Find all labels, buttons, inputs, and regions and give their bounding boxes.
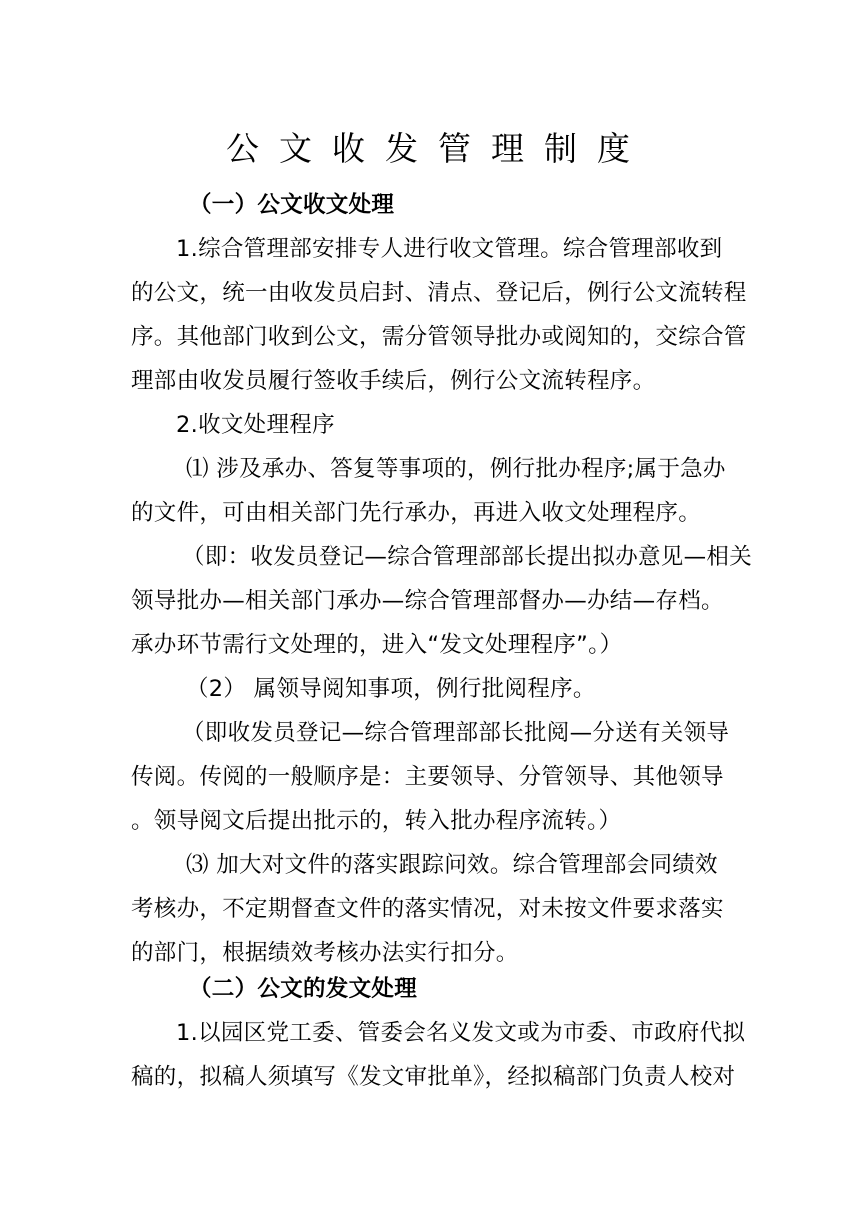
paragraph-line: 传阅。传阅的一般顺序是：主要领导、分管领导、其他领导 xyxy=(131,764,724,790)
paragraph-line: ⑴ 涉及承办、答复等事项的，例行批办程序;属于急办 xyxy=(186,456,726,482)
paragraph-line: 1.以园区党工委、管委会名义发文或为市委、市政府代拟 xyxy=(176,1020,746,1046)
paragraph-line: 考核办，不定期督查文件的落实情况，对未按文件要求落实 xyxy=(131,896,724,922)
paragraph-line: 理部由收发员履行签收手续后，例行公文流转程序。 xyxy=(131,368,656,394)
paragraph-line: 1.综合管理部安排专人进行收文管理。综合管理部收到 xyxy=(176,236,723,262)
paragraph-line: （即收发员登记—综合管理部部长批阅—分送有关领导 xyxy=(182,720,730,746)
paragraph-line: 序。其他部门收到公文，需分管领导批办或阅知的，交综合管 xyxy=(131,324,747,350)
paragraph-line: ⑶ 加大对文件的落实跟踪问效。综合管理部会同绩效 xyxy=(186,852,718,878)
paragraph-line: 的公文，统一由收发员启封、清点、登记后，例行公文流转程 xyxy=(131,280,747,306)
paragraph-line: 的部门，根据绩效考核办法实行扣分。 xyxy=(131,940,519,966)
paragraph-line: 承办环节需行文处理的，进入“发文处理程序”。） xyxy=(131,632,623,658)
paragraph-line: 稿的，拟稿人须填写《发文审批单》，经拟稿部门负责人校对 xyxy=(131,1064,736,1090)
paragraph-line: 2.收文处理程序 xyxy=(176,412,335,438)
paragraph-line: （2） 属领导阅知事项，例行批阅程序。 xyxy=(186,676,596,702)
paragraph-line: 的文件，可由相关部门先行承办，再进入收文处理程序。 xyxy=(131,500,702,526)
section-1-heading: （一）公文收文处理 xyxy=(189,192,395,218)
document-title: 公文收发管理制度 xyxy=(226,129,650,168)
paragraph-line: （即：收发员登记—综合管理部部长提出拟办意见—相关 xyxy=(182,544,753,570)
paragraph-line: 领导批办—相关部门承办—综合管理部督办—办结—存档。 xyxy=(131,588,724,614)
section-2-heading: （二）公文的发文处理 xyxy=(189,976,418,1002)
paragraph-line: 。领导阅文后提出批示的，转入批办程序流转。） xyxy=(131,808,622,834)
